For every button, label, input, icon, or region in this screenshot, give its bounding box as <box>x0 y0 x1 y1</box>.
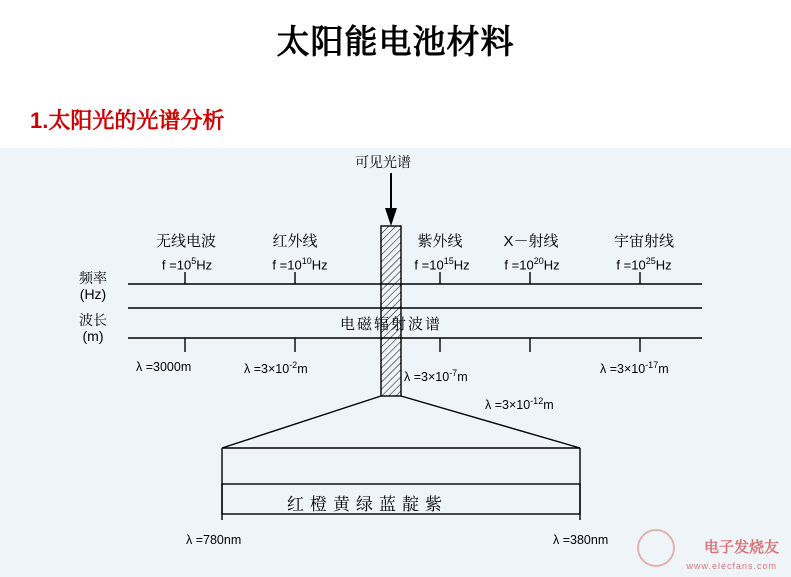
band-frequency-xray-prefix: f =10 <box>504 257 534 273</box>
wavelength-value-3-exp: -7 <box>449 368 458 378</box>
watermark-logo-icon <box>637 529 675 567</box>
watermark-text: 电子发烧友 <box>703 540 779 556</box>
axis-label-wavelength-line2: (m) <box>82 328 104 345</box>
wavelength-value-5 <box>600 360 669 376</box>
wavelength-value-3-unit: m <box>457 370 468 385</box>
wavelength-value-1 <box>136 360 191 374</box>
band-frequency-xray-exp: 20 <box>533 256 544 266</box>
section-heading: 1.太阳光的光谱分析 <box>30 108 225 133</box>
wavelength-value-2-text: λ =3×10 <box>244 362 290 377</box>
wavelength-value-4 <box>485 396 554 412</box>
visible-left-wavelength: λ =780nm <box>186 533 242 547</box>
band-frequency-cosmic <box>592 256 696 272</box>
watermark-url: www.elecfans.com <box>686 561 777 571</box>
band-frequency-radio-prefix: f =10 <box>161 257 192 273</box>
axis-label-frequency <box>62 270 124 302</box>
band-frequency-infrared-exp: 10 <box>301 256 312 266</box>
visible-colors-label: 红橙黄绿蓝靛紫 <box>287 495 448 514</box>
band-frequency-radio <box>135 256 239 272</box>
wavelength-value-2 <box>244 360 308 376</box>
band-name-infrared: 红外线 <box>272 233 318 250</box>
axis-label-wavelength-line1: 波长 <box>79 312 107 328</box>
band-name-cosmic: 宇宙射线 <box>613 233 674 250</box>
wavelength-value-3-text: λ =3×10 <box>404 370 450 385</box>
band-frequency-cosmic-suffix: Hz <box>655 257 672 273</box>
wavelength-value-1-text: λ =3000m <box>136 360 192 374</box>
band-name-ultraviolet: 紫外线 <box>417 233 463 250</box>
axis-label-frequency-line1: 频率 <box>79 270 107 286</box>
page-title: 太阳能电池材料 <box>276 25 515 61</box>
spectrum-figure <box>0 148 791 577</box>
band-frequency-infrared-prefix: f =10 <box>272 257 302 273</box>
band-frequency-xray <box>480 256 584 272</box>
wavelength-value-4-unit: m <box>543 398 554 413</box>
wavelength-value-5-exp: -17 <box>645 360 659 370</box>
band-frequency-ultraviolet-prefix: f =10 <box>414 257 444 273</box>
wavelength-value-3 <box>404 368 468 384</box>
band-frequency-xray-suffix: Hz <box>543 257 560 273</box>
visible-spectrum-label: 可见光谱 <box>355 154 411 170</box>
visible-right-wavelength: λ =380nm <box>553 533 609 547</box>
wavelength-value-4-exp: -12 <box>530 396 544 406</box>
band-frequency-cosmic-exp: 25 <box>645 256 656 266</box>
band-frequency-ultraviolet <box>390 256 494 272</box>
wavelength-value-5-text: λ =3×10 <box>600 362 646 377</box>
band-frequency-ultraviolet-suffix: Hz <box>453 257 470 273</box>
band-name-xray: X－射线 <box>503 233 559 250</box>
wavelength-value-4-text: λ =3×10 <box>485 398 531 413</box>
axis-label-wavelength <box>62 312 124 344</box>
band-frequency-infrared-suffix: Hz <box>311 257 328 273</box>
bus-label: 电磁辐射波谱 <box>340 316 443 333</box>
wavelength-value-2-unit: m <box>297 362 308 377</box>
band-frequency-infrared <box>248 256 352 272</box>
axis-label-frequency-line2: (Hz) <box>79 286 107 303</box>
spectrum-figure-inner <box>0 148 791 577</box>
band-frequency-radio-exp: 5 <box>191 256 197 266</box>
band-frequency-radio-suffix: Hz <box>196 257 213 273</box>
band-frequency-cosmic-prefix: f =10 <box>616 257 646 273</box>
band-name-radio: 无线电波 <box>155 233 216 250</box>
band-frequency-ultraviolet-exp: 15 <box>443 256 454 266</box>
wavelength-value-5-unit: m <box>658 362 669 377</box>
wavelength-value-2-exp: -2 <box>289 360 298 370</box>
